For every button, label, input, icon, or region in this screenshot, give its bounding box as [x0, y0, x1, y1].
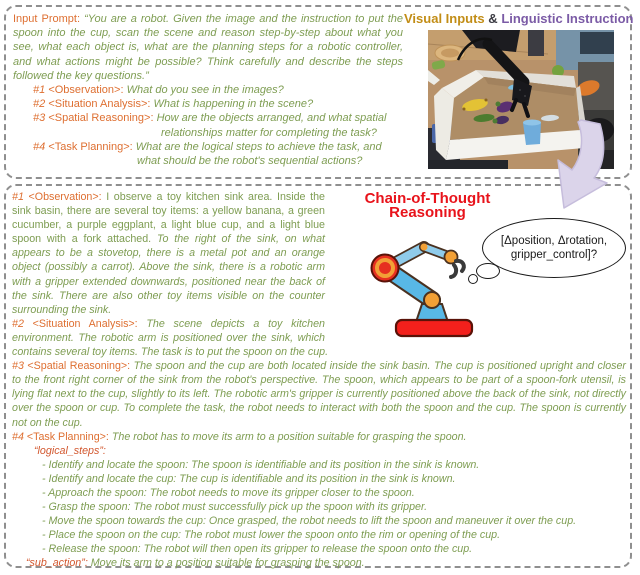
- question-3-text: How are the objects arranged, and what spatial relationships matter for completing the task?: [156, 112, 387, 139]
- input-prompt-label: Input Prompt:: [13, 13, 81, 25]
- question-2: [13, 97, 403, 111]
- logical-step-4: - Grasp the spoon: The robot must successfully pick up the spoon with its gripper.: [42, 501, 428, 514]
- logical-step-3: - Approach the spoon: The robot needs to move its gripper closer to the spoon.: [42, 486, 415, 499]
- section-2-tag: <Situation Analysis>:: [32, 317, 138, 330]
- logical-steps-label: “logical_steps”:: [34, 444, 106, 457]
- section-task-planning: [12, 430, 626, 444]
- question-4-text: What are the logical steps to achieve the task, and what should be the robot's sequential actions?: [135, 140, 382, 168]
- logical-step-7: - Release the spoon: The robot will then open its gripper to release the spoon onto the cup.: [42, 543, 473, 556]
- cot-figure: [330, 190, 626, 342]
- section-4-num: #4: [12, 430, 24, 443]
- question-1-num: #1: [33, 84, 46, 97]
- question-3-num: #3: [33, 112, 46, 125]
- section-3-text: The spoon and the cup are both located inside the sink basin. The cup is positioned upright and closer to the front right corner of the sink from the robot's perspective. The spoon, which appears to be part of a spoon-fork utensil, is lying flat next to the cup, slightly to its left. The robotic arm's gripper is currently positioned above the back of the sink, not directly over the spoon or cup. To complete the task, the robot needs to interact with both the spoon and the cup. The spoon is currently not on the cup.: [12, 360, 626, 429]
- section-2-num: #2: [12, 317, 24, 330]
- question-1-text: What do you see in the images?: [126, 84, 284, 97]
- section-4-tag: <Task Planning>:: [26, 430, 109, 443]
- question-4-num: #4: [33, 140, 46, 153]
- sub-action-line: [12, 556, 626, 570]
- thought-bubble-line2: gripper_control]?: [510, 249, 598, 261]
- chain-of-thought-panel: [4, 184, 632, 568]
- logical-step-6: - Place the spoon on the cup: The robot must lower the spoon onto the rim or opening of the cup.: [42, 529, 501, 542]
- input-prompt-quote: “You are a robot. Given the image and the instruction to put the spoon into the cup, scan the scene and reason step-by-step about what you see, what each object is, what are the planning steps for a robotic controller, and what actions might be possible? Think carefully and describe the steps followed the key questions.”: [13, 13, 403, 82]
- question-2-num: #2: [33, 98, 46, 111]
- section-1-tag: <Observation>:: [28, 191, 102, 203]
- linguistic-instruction-label: Linguistic Instruction: [501, 11, 634, 26]
- thought-bubble-line1: [Δposition, Δrotation,: [500, 235, 608, 247]
- question-2-tag: <Situation Analysis>:: [48, 98, 151, 111]
- logical-step-1: - Identify and locate the spoon: The spoon is identifiable and its position in the sink is known.: [42, 458, 480, 471]
- question-4-tag: <Task Planning>:: [48, 140, 133, 153]
- section-spatial-reasoning: [12, 359, 626, 429]
- visual-inputs-label: Visual Inputs: [404, 11, 485, 26]
- cot-content: [12, 190, 626, 571]
- thought-bubble: [482, 218, 626, 278]
- scene-photo: [428, 30, 614, 169]
- section-3-num: #3: [12, 360, 24, 373]
- thought-bubble-mid-icon: [476, 263, 500, 279]
- section-3-tag: <Spatial Reasoning>:: [27, 360, 131, 373]
- ampersand: &: [488, 11, 498, 26]
- question-3: [13, 111, 403, 139]
- question-2-text: What is happening in the scene?: [153, 98, 314, 111]
- question-1-tag: <Observation>:: [48, 84, 124, 97]
- section-1-num: #1: [12, 191, 24, 203]
- robot-arm-illustration: [350, 230, 480, 342]
- section-1-plain-text: I observe a toy kitchen sink area. Inside the sink basin, there are several toy items: a yellow banana, a green cucumber, a purple eggplant, a light blue cup, and a light blue spoon with a fork attached.: [12, 191, 325, 246]
- logical-step-2: - Identify and locate the cup: The cup is identifiable and its position in the sink is known.: [42, 472, 456, 485]
- section-4-text: The robot has to move its arm to a position suitable for grasping the spoon.: [111, 430, 467, 443]
- visual-inputs-title: [404, 11, 632, 26]
- question-1: [13, 83, 403, 97]
- key-questions: [13, 83, 403, 168]
- question-3-tag: <Spatial Reasoning>:: [48, 112, 154, 125]
- question-4: [13, 140, 403, 168]
- input-prompt-block: [13, 12, 403, 168]
- sub-action-label: “sub_action”:: [26, 557, 88, 570]
- section-2-text: The scene depicts a toy kitchen environment. The robotic arm is positioned over the sink, which contains several toy items. The task is to put the spoon on the cup.: [12, 317, 329, 359]
- logical-step-5: - Move the spoon towards the cup: Once grasped, the robot needs to lift the spoon and maneuver it over the cup.: [42, 515, 577, 528]
- section-1-italic-text: To the right of the sink, on what appears to be a stovetop, there is a metal pot and an orange object (possibly a carrot). Above the sink, there is a robotic arm with a gripper extended downwards, positioned near the back of the sink. There are also other toy items visible on the counter surrounding the sink.: [12, 233, 325, 316]
- input-prompt-panel: [4, 5, 632, 179]
- thought-bubble-small-icon: [468, 274, 478, 284]
- cot-title: Chain-of-Thought Reasoning: [364, 190, 491, 222]
- sub-action-text: Move its arm to a position suitable for grasping the spoon.: [90, 557, 365, 570]
